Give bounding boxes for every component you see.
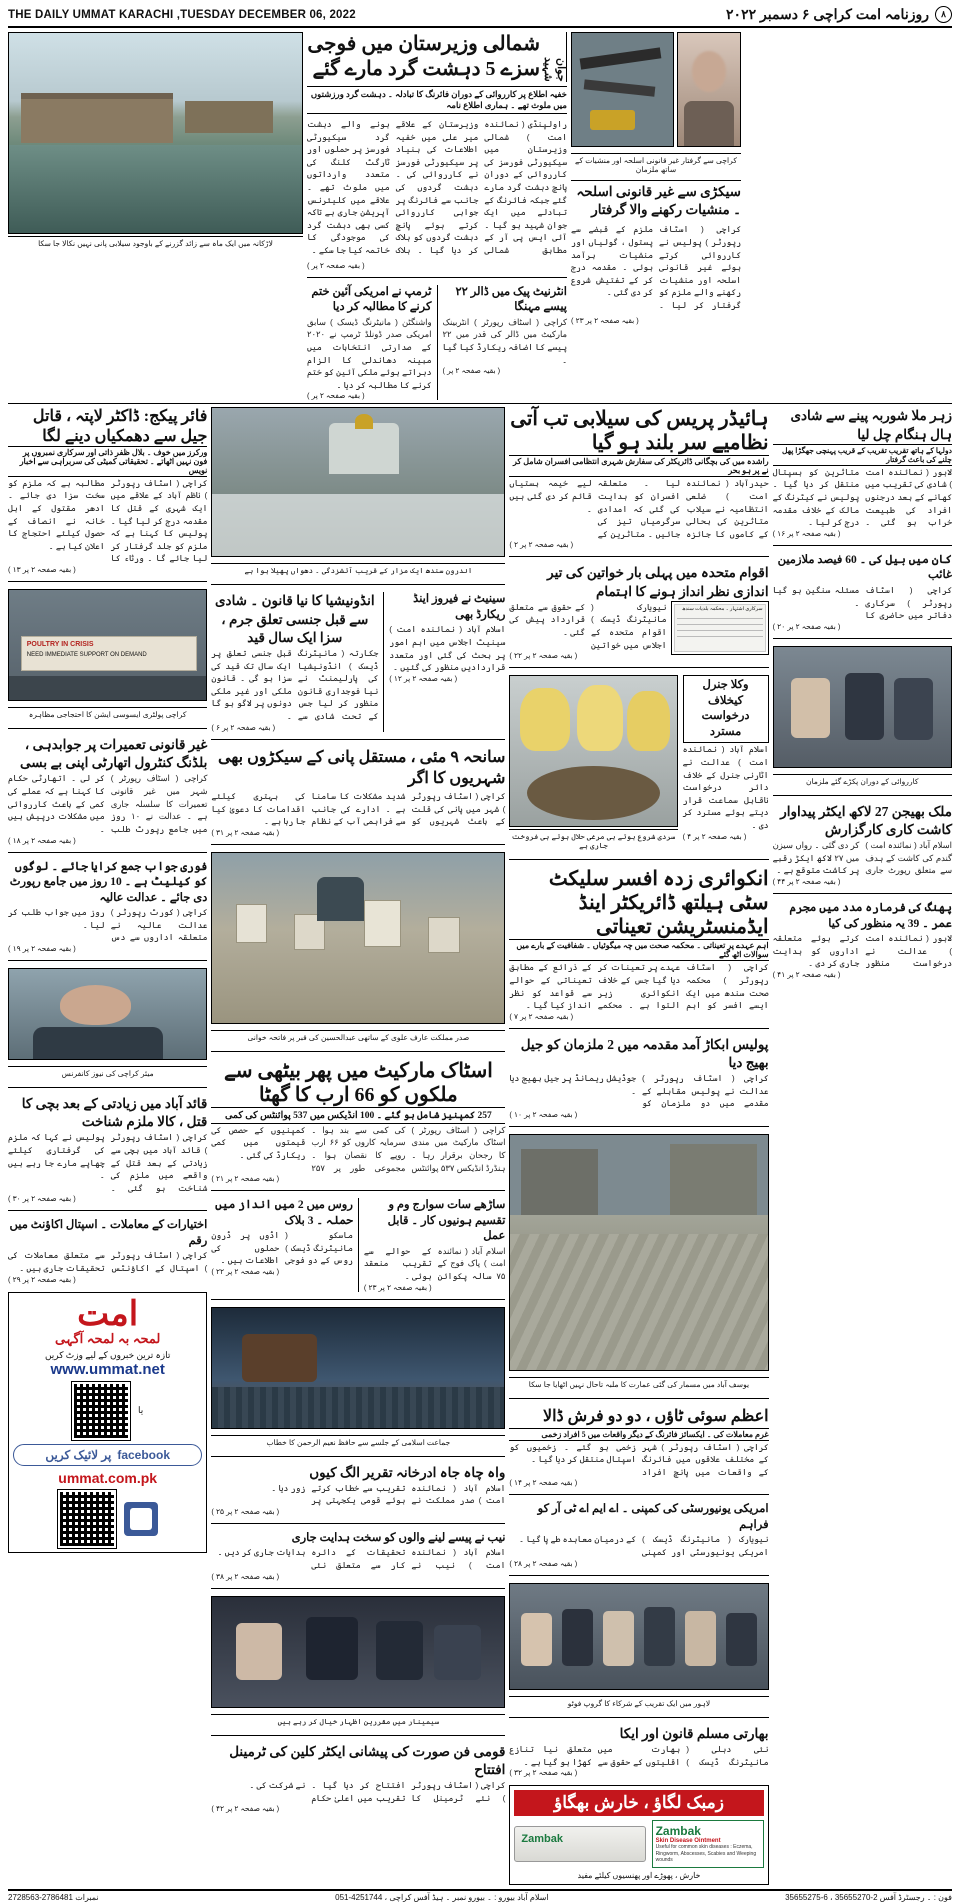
a19-ref: ( بقیہ صفحہ ۲ پر ۲۰ ) [772, 621, 841, 631]
a22-ref: ( بقیہ صفحہ ۲ پر ۲۵ ) [211, 1506, 280, 1516]
a12-body: کراچی ( کورٹ رپورٹر ) عدالت عالیہ نے متعلقہ اداروں سے دس روز میں جواب طلب کر لیا ۔ [8, 907, 208, 943]
a12-ref: ( بقیہ صفحہ ۲ پر ۱۹ ) [8, 943, 76, 953]
a20-ref: ( بقیہ صفحہ ۲ پر ۲۸ ) [509, 1558, 578, 1568]
a5-body: لاہور ( نمائندہ امت ) شادی کی تقریب میں کھانے کے بعد درجنوں افراد کی طبیعت خراب ہو گئی ۔ متاثرین کو ہسپتال منتقل کر دیا گیا ۔ پولیس نے کیٹرنگ کے مالک کے خلاف مقدمہ درج کر لیا ۔ [772, 466, 952, 528]
article-a8 [683, 675, 769, 852]
article-a11 [8, 736, 207, 844]
ummat-or: یا [138, 1405, 144, 1416]
masthead [8, 6, 952, 28]
article-a22 [211, 1464, 505, 1516]
zambak-sub: Skin Disease Ointment [655, 1838, 721, 1845]
zambak-desc: Useful for common skin diseases : Eczema, Ringworm, Abscesses, Scabies and Weeping wounds [655, 1844, 757, 1864]
panel-photo [211, 1596, 505, 1708]
group-photo [509, 1583, 768, 1690]
a1-body: کراچی ( اسٹاف رپورٹر ) ناظم آباد کے علاقے میں ایک شہری کے قتل کا مقدمہ درج کر لیا گیا ۔ پولیس کا کہنا ہے کہ ملزم کو جلد گرفتار کر لیا جائے گا ۔ ورثاء کا مطالبہ ہے کہ ملزم کو سخت سزا دی جائے ۔ ادھر مقتول کے اہل خانہ نے انصاف کے حصول کیلئے احتجاج کا اعلان کیا ہے ۔ [8, 477, 208, 564]
a21-headline: بھارتی مسلم قانون اور ایکا [619, 1725, 769, 1741]
col-d [773, 407, 952, 1884]
lead-subhead: خفیہ اطلاع پر کارروائی کے دوران فائرنگ کا تبادلہ ۔ دہشت گرد ورزشتوں میں ملوث تھے ۔ ہماری اطلاع نامہ [307, 86, 567, 114]
graveyard-caption: صدر مملکت عارف علوی کے ساتھی عبدالحسین کی قبر پر فاتحہ خوانی [211, 1030, 505, 1044]
col-a [8, 407, 207, 1884]
a14-body: اسلام آباد ( نمائندہ امت ) پاک فوج کے ۷۵ سالہ پکوائن کے حوالے سے تقریب منعقد ہوئی ۔ [363, 1245, 506, 1281]
a13-ref: ( بقیہ صفحہ ۲ پر ۲۱ ) [211, 1174, 280, 1184]
article-a26 [211, 1743, 505, 1814]
notice-box: سرکاری اشتہار ۔ محکمہ بلدیات سندھ [671, 601, 769, 655]
article-a17 [8, 1218, 207, 1283]
article-a9 [509, 867, 768, 1020]
a4-ref: ( بقیہ صفحہ ۲ پر ۶ ) [211, 722, 276, 732]
lead-story [307, 32, 567, 400]
a1-headline: فائر پیکج: ڈاکٹر لاپتہ ، قاتل جیل سے دھمکیاں دینے لگا [32, 408, 208, 445]
chicken-1 [520, 688, 570, 751]
thumbs-up-icon [124, 1502, 158, 1536]
article-a10 [509, 1036, 768, 1119]
a5-headline: زہر ملا شوربہ پینے سے شادی ہال ہنگام چل لیا [790, 408, 952, 442]
flood-photo [8, 32, 303, 234]
chicken-2 [577, 685, 624, 751]
a9-ref: ( بقیہ صفحہ ۲ پر ۷ ) [509, 1011, 574, 1021]
second-band [8, 407, 952, 1884]
col-b [211, 407, 505, 1884]
flood-photo-caption: لاڑکانہ میں ایک ماہ سے زائد گزرنے کے باوجود سیلابی پانی نہیں نکالا جا سکا [8, 236, 303, 250]
flood-water [9, 145, 302, 233]
a10-ref: ( بقیہ صفحہ ۲ پر ۱۰ ) [509, 1110, 578, 1120]
rubble-photo [509, 1134, 768, 1371]
shrine-caption: اندرون سندھ ایک مزار کے قریب آتشزدگی ۔ دھواں پھیلا ہوا ہے [211, 563, 505, 577]
speaker-head [60, 985, 131, 1025]
a2-ref: ( بقیہ صفحہ ۲ پر ۳۱ ) [211, 827, 280, 837]
a3-body: اسلام آباد ( نمائندہ امت ) سینیٹ اجلاس میں اہم امور پر بحث کی گئی اور متعدد قراردادیں منظور کی گئیں ۔ [389, 624, 506, 673]
a15-ref: ( بقیہ صفحہ ۲ پر ۲۲ ) [211, 1267, 280, 1277]
poultry-caption: کراچی پولٹری ایسوسی ایشن کا احتجاجی مظاہرہ [8, 707, 207, 721]
zambak-tube [514, 1826, 645, 1862]
a19-body: کراچی ( اسٹاف رپورٹر ) سرکاری دفاتر میں حاضری کا مسئلہ سنگین ہو گیا ۔ [772, 584, 952, 621]
a20-body: نیویارک ( مانیٹرنگ ڈیسک ) امریکی یونیورسٹی اور کمپنی کے درمیان معاہدہ طے پا گیا ۔ [518, 1534, 769, 1558]
a24-headline: ملک بھیجن 27 لاکھ ایکٹر پیداوار کاشت کاری کارگزارش [780, 803, 952, 837]
a4-body: جکارتہ ( مانیٹرنگ ڈیسک ) انڈونیشیا کی پارلیمنٹ نے نیا فوجداری قانون منظور کر لیا جس کے تحت شادی سے قبل جنسی تعلق پر ایک سال تک قید کی سزا ہو گی ۔ قانون ملکی اور غیر ملکی دونوں پر لاگو ہو گا ۔ [211, 648, 379, 722]
a15-body: ماسکو ( مانیٹرنگ ڈیسک ) روس کے دو فوجی اڈوں پر ڈرون حملوں کی اطلاعات ہیں ۔ [211, 1230, 353, 1266]
article-a23 [211, 1531, 505, 1581]
footer-center: 051-4251744 ، اسلام آباد بیورو : ۔ بیورو نمبر ۔ ہیڈ آفس کراچی [335, 1892, 549, 1902]
a16-headline: قائد آباد میں زیادتی کے بعد بچی کا قتل ، کالا ملزم شناخت [21, 1095, 208, 1130]
speaker-figure [242, 1334, 318, 1382]
speaker-photo [8, 968, 207, 1060]
face-blur [692, 51, 727, 92]
ummat-line: تازہ ترین خبروں کے لیے وزٹ کریں [44, 1349, 171, 1360]
a2-body: کراچی ( اسٹاف رپورٹر ) شہر میں پانی کی قلت کے باعث شہریوں کو شدید مشکلات کا سامنا ہے ۔ ادارے کی جانب سے فراہمی آب کے نظام کی بہتری کیلئے اقدامات کا دعویٰ کیا جا رہا ہے ۔ [211, 790, 506, 827]
article-a2 [211, 747, 505, 837]
poultry-photo: POULTRY IN CRISIS NEED IMMEDIATE SUPPORT ON DEMAND [8, 589, 207, 701]
a1-ref: ( بقیہ صفحہ ۲ پر ۱۳ ) [8, 565, 76, 575]
smoke [212, 494, 504, 556]
lead-body: راولپنڈی ( نمائندہ امت ) شمالی وزیرستان میں سیکیورٹی فورسز کی کارروائی کے دوران پانچ دہشت گرد مارے گئے جبکہ فائرنگ کے تبادلے میں ایک جوان شہید ہو گیا ۔ آئی ایس پی آر کے مطابق شمالی وزیرستان کے علاقے میر علی میں خفیہ اطلاعات کی بنیاد پر سیکیورٹی فورسز نے کارروائی کی ۔ دہشت گردوں کی جانب سے فائرنگ پر جوابی کارروائی کرتے ہوئے پانچ دہشت گردوں کو ہلاک کر دیا گیا ۔ ہلاک ہونے والے دہشت گرد سیکیورٹی فورسز پر حملوں اور ٹارگٹ کلنگ کی متعدد وارداتوں میں ملوث تھے ۔ علاقے میں کلیئرنس آپریشن جاری ہے تاکہ کسی بھی دہشت گرد کی موجودگی کا خاتمہ کیا جا سکے ۔ [307, 119, 567, 256]
jalsa-caption: جماعت اسلامی کے جلسے سے حافظ نعیم الرحمن کا خطاب [211, 1435, 505, 1449]
a23-headline: نیب نے پیسے لینے والوں کو سخت ہدایت جاری [291, 1531, 506, 1544]
masthead-english-title: THE DAILY UMMAT KARACHI ,TUESDAY DECEMBER 06, 2022 [8, 8, 356, 21]
a18-ref: ( بقیہ صفحہ ۲ پر ۱۴ ) [509, 1478, 578, 1488]
zambak-footer: خارش ، پھوڑے اور پھنسیوں کیلئے مفید [577, 1870, 701, 1880]
a2-headline: سانحہ ۹ مئی ، مستقل پانی کے سیکڑوں بھی شہریوں کا اگر [217, 748, 506, 788]
a23-body: اسلام آباد ( نمائندہ امت ) نیب نے تحقیقات کے دائرہ کار سے متعلق نئی ہدایات جاری کر دیں ۔ [217, 1547, 506, 1571]
building-left [521, 1149, 598, 1215]
a23-ref: ( بقیہ صفحہ ۲ پر ۳۸ ) [211, 1571, 280, 1581]
a6-sub: راشدہ میں کی بچگانی ڈائریکٹر کی سفارش شہری انتظامی افسران شامل کر نے پر ہو بحر [509, 455, 768, 477]
a14-headline: ساڑھے سات سوارج وم و تقسیم ہونیوں کار ۔ قابل عمل [387, 1199, 506, 1243]
a9-body: کراچی ( اسٹاف رپورٹر ) محکمہ صحت سندھ میں ایک ایسے افسر کو اہم عہدے پر تعینات کر دیا گیا جس کے خلاف انکوائری زیر التوا ہے ۔ محکمے کے ذرائع کے مطابق تعیناتی کے حوالے سے قواعد کو نظر انداز کیا گیا ۔ [509, 962, 769, 1011]
article-a19 [773, 553, 952, 631]
lead-sub-1-body: واشنگٹن ( مانیٹرنگ ڈیسک ) سابق امریکی صدر ڈونلڈ ٹرمپ نے ۲۰۲۰ کے صدارتی انتخابات میں مبینہ دھاندلی کا الزام دہراتے ہوئے ملکی آئین کو ختم کرنے کا مطالبہ کر دیا ۔ [306, 316, 432, 390]
lead-sub-2-body: کراچی ( اسٹاف رپورٹر ) انٹربینک مارکیٹ میں ڈالر کی قدر میں ۲۲ پیسے کا اضافہ ریکارڈ کیا گیا ۔ [442, 316, 567, 365]
ummat-website[interactable]: www.ummat.net [50, 1360, 165, 1378]
raid-caption: کارروائی کے دوران پکڑے گئے ملزمان [773, 774, 952, 788]
a6-headline: ہائیڈر پریس کی سیلابی تب آتی نظامیے سر بلند ہو گیا [510, 408, 769, 455]
a8-headline: وکلا جنرل کیخلاف درخواست مسترد [683, 675, 769, 743]
a20-headline: امریکی یونیورسٹی کی کمپنی ۔ اے ایم اے ٹی آر کو فراہم [537, 1503, 769, 1531]
zambak-tube-brand: Zambak [521, 1832, 563, 1845]
lead-sub-2-ref: ( بقیہ صفحہ ۲ پر ) [442, 366, 501, 376]
article-a24 [773, 803, 952, 886]
masthead-urdu-text: روزنامہ امت کراچی ۶ دسمبر ۲۰۲۲ [726, 6, 929, 22]
article-a25 [773, 901, 952, 979]
a18-body: کراچی ( اسٹاف رپورٹر ) شہر کے مختلف علاقوں میں فائرنگ کے واقعات میں پانچ افراد زخمی ہو گئے ۔ زخمیوں کو اسپتال منتقل کر دیا گیا ۔ [509, 1441, 769, 1477]
group-caption: لاہور میں ایک تقریب کے شرکاء کا گروپ فوٹو [509, 1696, 768, 1710]
building-right [670, 1144, 757, 1215]
weapons-caption: کراچی سے گرفتار غیر قانونی اسلحہ اور منشیات کے ساتھ ملزمان [571, 153, 741, 176]
lead-sub-1-ref: ( بقیہ صفحہ ۲ پر ) [307, 391, 365, 401]
article-a15 [211, 1198, 353, 1291]
a5-ref: ( بقیہ صفحہ ۲ پر ۱۶ ) [772, 528, 841, 538]
article-a4 [211, 592, 378, 731]
a6-ref: ( بقیہ صفحہ ۲ پر ۲ ) [509, 540, 574, 550]
article-a3 [389, 592, 505, 731]
weapons-block [571, 32, 741, 400]
rubble-caption: یوسف آباد میں مسمار کی گئی عمارت کا ملبہ تاحال نہیں اٹھایا جا سکا [509, 1377, 768, 1391]
article-a21 [509, 1725, 768, 1777]
a21-ref: ( بقیہ صفحہ ۲ پر ۳۲ ) [509, 1768, 578, 1778]
a17-headline: اختیارات کے معاملات ۔ اسپتال اکاؤنٹ میں رقم [9, 1219, 208, 1247]
a3-ref: ( بقیہ صفحہ ۲ پر ۱۲ ) [389, 673, 458, 683]
col-c [509, 407, 768, 1884]
top-band [8, 32, 952, 400]
person-standing [317, 877, 364, 921]
panel-caption: سیمینار میں مقررین اظہار خیال کر رہے ہیں [211, 1714, 505, 1728]
lead-ref: ( بقیہ صفحہ ۲ پر ) [307, 260, 365, 270]
a13-stats: 257 کمپنیز شامل ہو گئے ۔ 100 انڈیکس میں 537 پوائنٹس کی کمی [211, 1107, 505, 1124]
a4-headline: انڈونیشیا کا نیا قانون ۔ شادی سے قبل جنسی تعلق جرم ، سزا ایک سال قید [214, 593, 375, 645]
zambak-box [652, 1820, 764, 1868]
a9-headline: انکوائری زدہ افسر سلیکٹ سٹی ہیلتھ ڈائریکٹر اینڈ ایڈمنسٹریشن تعیناتی [548, 868, 769, 939]
lead-sub-1-title: ٹرمپ نے امریکی آئین ختم کرنے کا مطالبہ کر دیا [311, 285, 432, 314]
a26-body: کراچی ( اسٹاف رپورٹر ) نئے ٹرمینل کا افتتاح کر دیا گیا ۔ تقریب میں اعلیٰ حکام نے شرکت کی ۔ [249, 1780, 506, 1803]
a26-ref: ( بقیہ صفحہ ۲ پر ۴۲ ) [211, 1804, 280, 1814]
a18-headline: اعظم سوئی ٹاؤں ، دو دو فرش ڈالا [542, 1408, 769, 1426]
a18-sub: غرم معاملات کی ۔ ایکسائز فائرنگ کے دیگر واقعات میں 5 افراد زخمی [509, 1428, 768, 1441]
a7-body: نیویارک ( مانیٹرنگ ڈیسک ) اقوام متحدہ کے اجلاس میں خواتین کے حقوق سے متعلق قرارداد پیش کی گئی ۔ [509, 601, 667, 650]
a10-body: کراچی ( اسٹاف رپورٹر ) عدالت نے پولیس مقابلے کے مقدمے میں دو ملزمان کو جوڈیشل ریمانڈ پر جیل بھیج دیا ۔ [509, 1073, 769, 1109]
a7-ref: ( بقیہ صفحہ ۲ پر ۲۲ ) [509, 651, 578, 661]
a12-headline: فوری جواب جمع کرایا جائے ۔ لوگوں کو کیلیٹ ہے ۔ 10 روز میں جامع رپورٹ دی جائے ۔ عدالت عالیہ [9, 860, 208, 904]
lead-sub-2-title: انٹرنیٹ پیک میں ڈالر ۲۲ پیسے مہنگا [455, 285, 567, 314]
speaker-caption: میئر کراچی کی نیوز کانفرنس [8, 1066, 207, 1080]
page-footer [8, 1889, 952, 1902]
article-a7 [509, 564, 768, 660]
footer-right: 35655275-6 ، 35655270-2 فون : ۔ رجسٹرڈ آفس [785, 1892, 952, 1902]
a6-body: حیدرآباد ( نمائندہ امت ) ضلعی انتظامیہ نے سیلاب متاثرین کی بحالی کے کاموں کا جائزہ لیا ۔ متعلقہ افسران کو ہدایت کی گئی کہ امدادی سرگرمیاں تیز کی جائیں ۔ متاثرین کے لیے خیمہ بستیاں قائم کر دی گئی ہیں ۔ [509, 478, 769, 539]
lead-headline: شمالی وزیرستان میں فوجی سزے 5 دہشت گرد مارے گئے [307, 33, 540, 80]
banner-text: POULTRY IN CRISIS [26, 640, 94, 648]
a11-headline: غیر قانونی تعمیرات پر جوابدہی ، بلڈنگ کنٹرول اتھارٹی اپنی بے بسی [20, 737, 208, 771]
article-a12 [8, 860, 207, 953]
article-a13 [211, 1059, 505, 1183]
article-a14 [364, 1198, 506, 1291]
a11-body: کراچی ( اسٹاف رپورٹر ) شہر میں غیر قانونی تعمیرات کا سلسلہ جاری ہے ۔ عدالت نے ۱۰ روز میں جامع رپورٹ طلب کر لی ۔ اتھارٹی حکام کا کہنا ہے کہ عملے کی کمی کے باعث کارروائی میں مشکلات درپیش ہیں ۔ [8, 773, 208, 834]
a25-ref: ( بقیہ صفحہ ۲ پر ۴۱ ) [772, 969, 841, 979]
a8-body: اسلام آباد ( نمائندہ امت ) عدالت نے اٹارنی جنرل کے خلاف دائر درخواست ناقابل سماعت قرار دیتے ہوئے مسترد کر دی ۔ [682, 744, 769, 831]
zambak-headline: زمبک لگاؤ ، خارش بھگاؤ [514, 1790, 763, 1816]
rubble [510, 1234, 767, 1370]
ummat-qr-code-2 [58, 1490, 116, 1548]
cooking-pot [527, 766, 660, 820]
graveyard-photo [211, 852, 505, 1024]
a24-body: اسلام آباد ( نمائندہ امت ) گندم کی کاشت کے ہدف سے متعلق رپورٹ جاری کر دی گئی ۔ رواں سیزن میں ۲۷ لاکھ ایکڑ رقبے پر کاشت متوقع ہے ۔ [772, 840, 952, 876]
flood-photo-block [8, 32, 303, 400]
a8-ref: ( بقیہ صفحہ ۲ پر ۴ ) [682, 831, 747, 841]
a19-headline: کان میں بیل کی ۔ 60 فیصد ملازمین غائب [777, 553, 952, 582]
jalsa-photo [211, 1307, 505, 1429]
a15-headline: روس میں 2 میں انداز میں حملہ ۔ 3 بلاک [215, 1199, 353, 1227]
a9-sub: اہم عہدے پر تعیناتی ۔ محکمہ صحت میں چہ میگوئیاں ۔ شفافیت کے بارے میں سوالات اٹھ گئے [509, 939, 768, 961]
article-a16 [8, 1095, 207, 1203]
weapons-photo [571, 32, 674, 147]
ummat-qr-code [72, 1382, 130, 1440]
a16-ref: ( بقیہ صفحہ ۲ پر ۳۰ ) [8, 1194, 76, 1204]
page-number-badge: ۸ [935, 6, 952, 23]
accused-photo [677, 32, 741, 147]
accused-body: کراچی ( اسٹاف رپورٹر ) پولیس نے کارروائی کرتے ہوئے غیر قانونی اسلحہ اور منشیات رکھنے والے ملزم کو گرفتار کر لیا ۔ ملزم کے قبضے سے پستول ، گولیاں اور منشیات برآمد ہوئی ۔ مقدمہ درج کر کے تفتیش شروع کر دی گئی ۔ [571, 224, 741, 311]
zambak-box-brand: Zambak [655, 1824, 701, 1839]
a21-body: نئی دہلی ( مانیٹرنگ ڈیسک ) بھارت میں اقلیتوں کے حقوق سے متعلق نیا تنازع کھڑا ہو گیا ہے ۔ [509, 1743, 769, 1767]
a26-headline: قومی فن صورت کی پیشانی ایکٹر کلین کی ٹرمینل افتتاح [229, 1743, 506, 1777]
facebook-label: facebook [117, 1447, 171, 1462]
a17-body: کراچی ( اسٹاف رپورٹر ) اسپتال کے اکاؤنٹس سے متعلق معاملات کی تحقیقات جاری ہیں ۔ [8, 1250, 208, 1274]
zambak-ad[interactable] [509, 1785, 768, 1885]
a3-headline: سینیٹ نے فیروز اینڈ ریکارڈ بھی [413, 593, 506, 621]
ummat-tagline: لمحہ بہ لمحہ آگہی [55, 1330, 161, 1346]
a24-ref: ( بقیہ صفحہ ۲ پر ۴۴ ) [772, 877, 841, 886]
a7-headline: اقوام متحدہ میں پہلی بار خواتین کی تیر اندازی نظر انداز ہونے کا اہتمام [547, 565, 769, 599]
article-a5 [773, 407, 952, 537]
a10-headline: پولیس ابکاڑ آمد مقدمہ میں 2 ملزمان کو جیل بھیج دیا [520, 1036, 769, 1070]
ummat-ad[interactable] [8, 1292, 207, 1553]
article-a20 [509, 1502, 768, 1567]
facebook-button[interactable] [13, 1444, 202, 1466]
accused-ref: ( بقیہ صفحہ ۲ پر ۲۳ ) [571, 315, 639, 325]
a5-sub: دولہا کے ہاتھ تقریب تقریب کے قریب پہنچی جھگڑا پھل چلنے کی باعث گرفتار [773, 444, 952, 466]
a25-body: لاہور ( نمائندہ امت ) عدالت نے درخواست منظور کرتے ہوئے متعلقہ اداروں کو ہدایت جاری کر دی ۔ [772, 933, 952, 969]
a22-body: اسلام آباد ( نمائندہ امت ) صدر مملکت نے تقریب سے خطاب کرتے ہوئے قومی یکجہتی پر زور دیا ۔ [271, 1482, 506, 1506]
chicken-3 [627, 691, 670, 751]
a14-ref: ( بقیہ صفحہ ۲ پر ۲۳ ) [363, 1282, 432, 1292]
a1-sub: ورکرز میں خوف ۔ بلال ظفر ذاتی اور سرکاری نمبروں پر فون نہیں اٹھاتے ۔ تحقیقاتی کمیٹی کی سربراہی سے اخبار نویس [8, 446, 207, 477]
flood-building [21, 93, 173, 143]
shrine-photo [211, 407, 505, 557]
chicken-photo [509, 675, 677, 827]
a13-body: کراچی ( اسٹاف رپورٹر ) اسٹاک مارکیٹ میں مندی کا رجحان برقرار رہا ۔ ہنڈرڈ انڈیکس ۵۳۷ پوائنٹس کی کمی سے بند ہوا ۔ سرمایہ کاروں کو ۶۶ ارب روپے کا نقصان ہوا ۔ مجموعی طور پر ۲۵۷ کمپنیوں کے حصص کی قیمتوں میں کمی ریکارڈ کی گئی ۔ [211, 1124, 506, 1173]
a16-body: کراچی ( اسٹاف رپورٹر ) قائد آباد میں بچی سے زیادتی کے بعد قتل کے واقعے میں ملزم کی شناخت ہو گئی ۔ پولیس نے کہا کہ ملزم کی گرفتاری کیلئے چھاپے مارے جا رہے ہیں ۔ [8, 1132, 208, 1193]
facebook-like-label: پر لائیک کریں [45, 1447, 112, 1462]
lead-kicker: جوان شہید [542, 57, 567, 82]
a17-ref: ( بقیہ صفحہ ۲ پر ۲۹ ) [8, 1274, 76, 1284]
chicken-caption: سردی شروع ہوتے ہی مرغی حلال ہوتے ہی فروخت جاری ہے [509, 829, 677, 852]
footer-left: 2728563-2786481 نمبرات [8, 1892, 99, 1902]
article-a6 [509, 407, 768, 549]
a22-headline: واہ چاہ جاہ ادرخانہ تقریر الگ کیوں [309, 1464, 506, 1480]
ummat-domain[interactable]: ummat.com.pk [58, 1469, 158, 1486]
article-a1 [8, 407, 207, 574]
accused-headline: سیکڑی سے غیر قانونی اسلحہ ۔ منشیات رکھنے والا گرفتار [571, 180, 741, 219]
crowd [212, 1387, 504, 1428]
a11-ref: ( بقیہ صفحہ ۲ پر ۱۸ ) [8, 835, 76, 845]
ummat-logo: امت [77, 1294, 139, 1333]
masthead-urdu-title [726, 6, 952, 23]
a25-headline: پھنگ کی فرمارہ مدد میں مجرم عمر ۔ 39 یہ منظور کی کیا [789, 902, 952, 930]
raid-photo [773, 646, 952, 768]
article-a18 [509, 1406, 768, 1487]
shrine-dome [329, 423, 399, 473]
a13-headline: اسٹاک مارکیٹ میں پھر بیٹھی سے ملکوں کو 66 ارب کا گھٹا [223, 1059, 493, 1106]
